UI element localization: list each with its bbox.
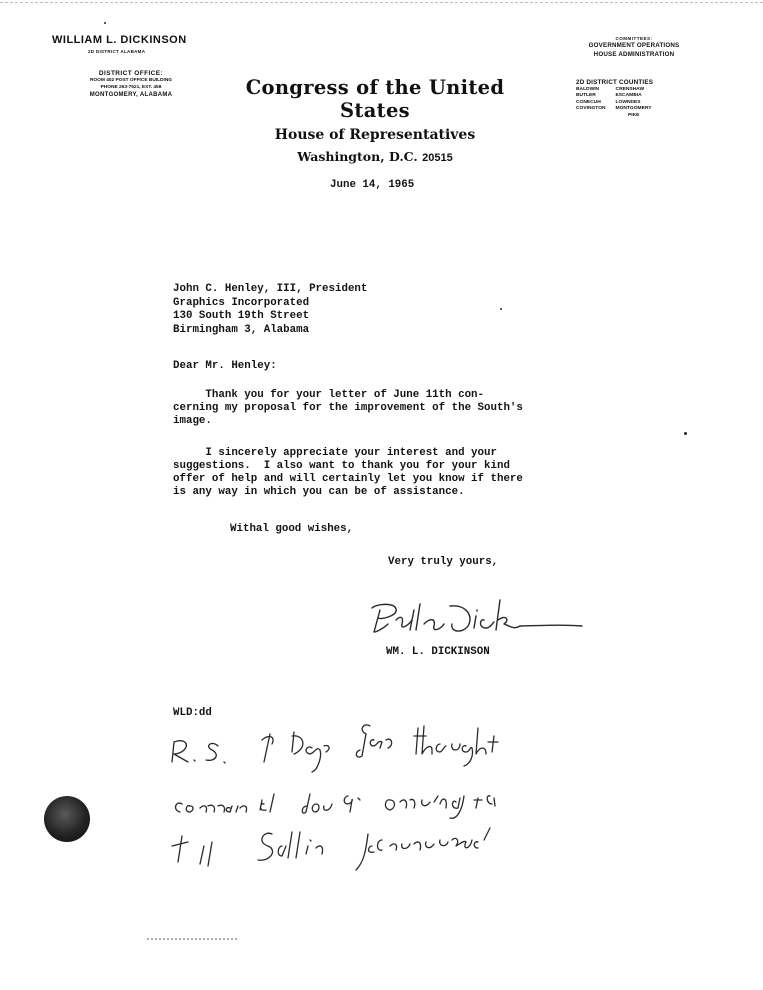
dark-seal xyxy=(44,796,90,842)
masthead-title: Congress of the United States xyxy=(245,76,505,122)
faint-dotted-mark xyxy=(147,938,237,940)
letter-date: June 14, 1965 xyxy=(330,179,415,191)
counties-row xyxy=(576,106,662,112)
handwritten-postscript xyxy=(160,700,600,890)
committees-block xyxy=(560,36,708,59)
representative-name: WILLIAM L. DICKINSON xyxy=(52,34,187,46)
masthead-zip: 20515 xyxy=(422,152,453,164)
district-office-block xyxy=(66,70,196,100)
address-line-3: 130 South 19th Street xyxy=(173,310,310,322)
county: COVINGTON xyxy=(576,106,606,112)
recipient-address xyxy=(173,283,367,337)
district-office-line-2: PHONE 263-7521, EXT. 458 xyxy=(100,85,162,90)
masthead-address xyxy=(215,149,535,164)
ink-speck xyxy=(684,432,687,435)
salutation: Dear Mr. Henley: xyxy=(173,360,277,372)
closing-wishes: Withal good wishes, xyxy=(230,523,354,535)
county: BALDWIN xyxy=(576,87,600,92)
masthead-house: House of Representatives xyxy=(274,127,476,143)
district-office-line-1: ROOM 402 POST OFFICE BUILDING xyxy=(89,78,173,83)
paragraph-1: Thank you for your letter of June 11th con- cerning my proposal for the improvement of the South's image. xyxy=(173,389,523,427)
county: MONTGOMERY xyxy=(615,106,652,112)
complimentary-close: Very truly yours, xyxy=(388,556,499,568)
paragraph-2: I sincerely appreciate your interest and your suggestions. I also want to thank you for your kind offer of help and will certainly let you know if there is any way in which you can be of assistance. xyxy=(173,447,523,498)
representative-district: 2D DISTRICT ALABAMA xyxy=(88,49,146,54)
ink-speck xyxy=(500,308,502,310)
county: BUTLER xyxy=(576,93,596,99)
ink-speck xyxy=(104,22,106,24)
county-last: PIKE xyxy=(628,112,640,118)
county: CONECUH xyxy=(576,99,601,105)
letterhead-masthead xyxy=(215,76,535,164)
committee-2: HOUSE ADMINISTRATION xyxy=(593,51,675,58)
committees-label: COMMITTEES: xyxy=(615,36,653,41)
handwritten-signature xyxy=(350,596,590,646)
district-office-heading: DISTRICT OFFICE: xyxy=(98,70,164,77)
counties-table xyxy=(576,87,662,113)
address-line-4: Birmingham 3, Alabama xyxy=(173,323,310,336)
committee-1: GOVERNMENT OPERATIONS xyxy=(588,42,680,49)
district-counties-block xyxy=(576,79,708,119)
county: CRENSHAW xyxy=(615,87,645,92)
counties-heading: 2D DISTRICT COUNTIES xyxy=(576,79,654,86)
masthead-city: Washington, D.C. xyxy=(297,149,418,164)
address-line-1: John C. Henley, III, President xyxy=(173,283,368,295)
typed-signature: WM. L. DICKINSON xyxy=(386,646,490,658)
county: LOWNDES xyxy=(615,99,641,105)
top-dashed-rule xyxy=(0,2,763,3)
address-line-2: Graphics Incorporated xyxy=(173,296,310,309)
county: ESCAMBIA xyxy=(615,93,642,99)
district-office-city: MONTGOMERY, ALABAMA xyxy=(89,92,173,98)
reference-initials: WLD:dd xyxy=(173,707,212,719)
